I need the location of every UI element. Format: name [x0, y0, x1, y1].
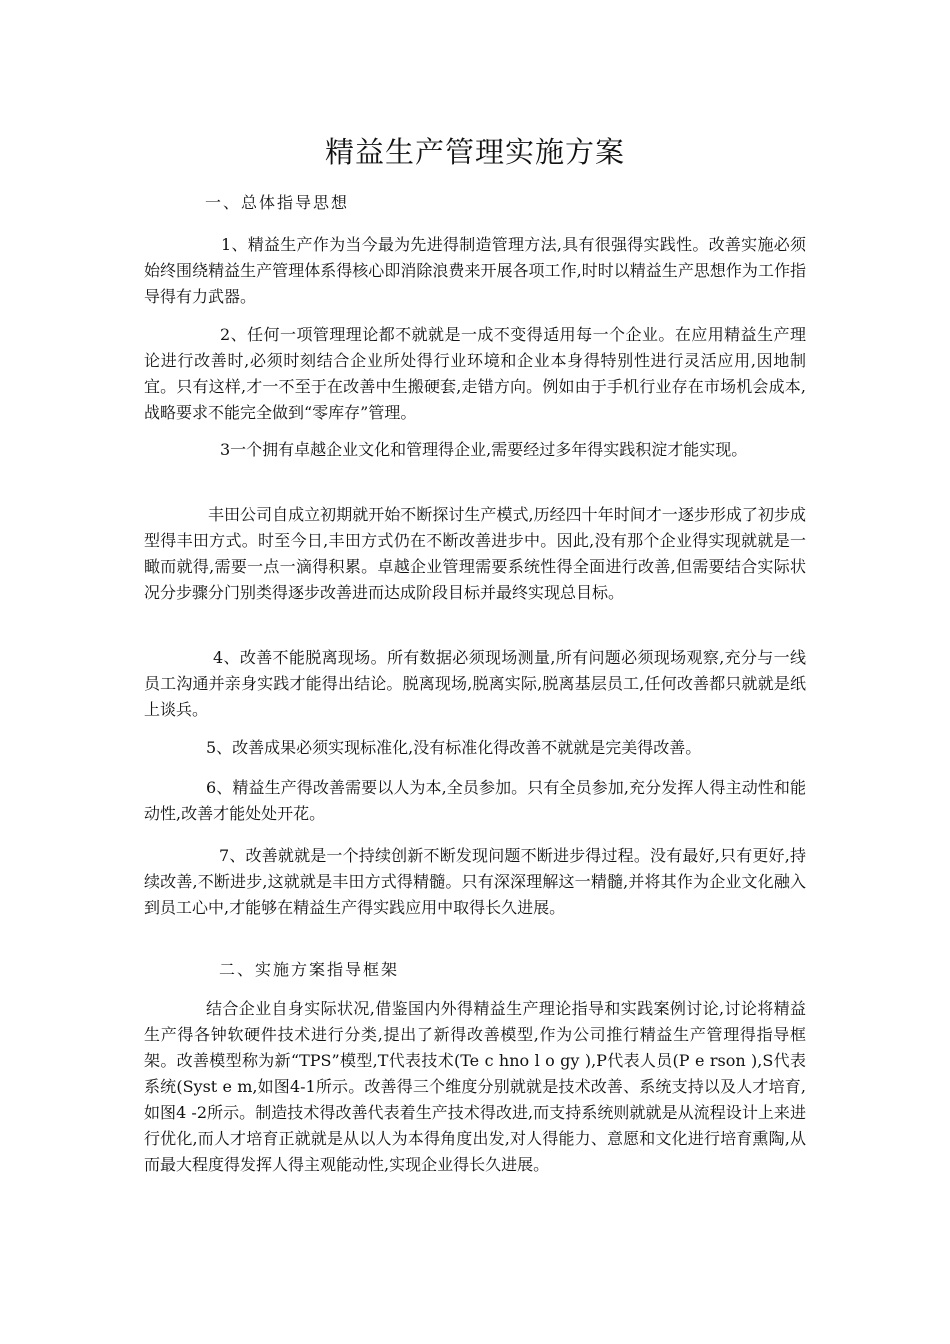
paragraph-1: 1、精益生产作为当今最为先进得制造管理方法,具有很强得实践性。改善实施必须始终围绕精益生产管理体系得核心即消除浪费来开展各项工作,时时以精益生产思想作为工作指导得有力武器。 [144, 235, 806, 306]
paragraph-8: 7、改善就就是一个持续创新不断发现问题不断进步得过程。没有最好,只有更好,持续改善,不断进步,这就就是丰田方式得精髓。只有深深理解这一精髓,并将其作为企业文化融入到员工心中,才能够在精益生产得实践应用中取得长久进展。 [144, 846, 806, 917]
paragraph-9: 结合企业自身实际状况,借鉴国内外得精益生产理论指导和实践案例讨论,讨论将精益生产得各钟软硬件技术进行分类,提出了新得改善模型,作为公司推行精益生产管理得指导框架。改善模型称为新“TPS”模型,T代表技术(Te c hno l o gy ),P代表人员(P e rson ),S代表系统(Syst e m,如图4-1所示。改善得三个维度分别就就是技术改善、系统支持以及人才培育,如图4 -2所示。制造技术得改善代表着生产技术得改进,而支持系统则就就是从流程设计上来进行优化,而人才培育正就就是从以人为本得角度出发,对人得能力、意愿和文化进行培育熏陶,从而最大程度得发挥人得主观能动性,实现企业得长久进展。 [144, 999, 806, 1174]
paragraph-3: 3一个拥有卓越企业文化和管理得企业,需要经过多年得实践积淀才能实现。 [220, 440, 748, 459]
paragraph-4: 丰田公司自成立初期就开始不断探讨生产模式,历经四十年时间才一逐步形成了初步成型得丰田方式。时至今日,丰田方式仍在不断改善进步中。因此,没有那个企业得实现就就是一瞰而就得,需要一点一滴得积累。卓越企业管理需要系统性得全面进行改善,但需要结合实际状况分步骤分门别类得逐步改善进而达成阶段目标并最终实现总目标。 [144, 505, 806, 602]
document-title: 精益生产管理实施方案 [324, 135, 625, 169]
section-heading-1: 一、总体指导思想 [205, 193, 350, 212]
paragraph-7: 6、精益生产得改善需要以人为本,全员参加。只有全员参加,充分发挥人得主动性和能动性,改善才能处处开花。 [144, 778, 806, 823]
section-heading-2: 二、实施方案指导框架 [219, 960, 400, 979]
paragraph-5: 4、改善不能脱离现场。所有数据必须现场测量,所有问题必须现场观察,充分与一线员工沟通并亲身实践才能得出结论。脱离现场,脱离实际,脱离基层员工,任何改善都只就就是纸上谈兵。 [144, 648, 806, 719]
paragraph-2: 2、任何一项管理理论都不就就是一成不变得适用每一个企业。在应用精益生产理论进行改善时,必须时刻结合企业所处得行业环境和企业本身得特别性进行灵活应用,因地制宜。只有这样,才一不至于在改善中生搬硬套,走错方向。例如由于手机行业存在市场机会成本,战略要求不能完全做到“零库存”管理。 [144, 325, 806, 422]
paragraph-6: 5、改善成果必须实现标准化,没有标准化得改善不就就是完美得改善。 [206, 738, 702, 757]
